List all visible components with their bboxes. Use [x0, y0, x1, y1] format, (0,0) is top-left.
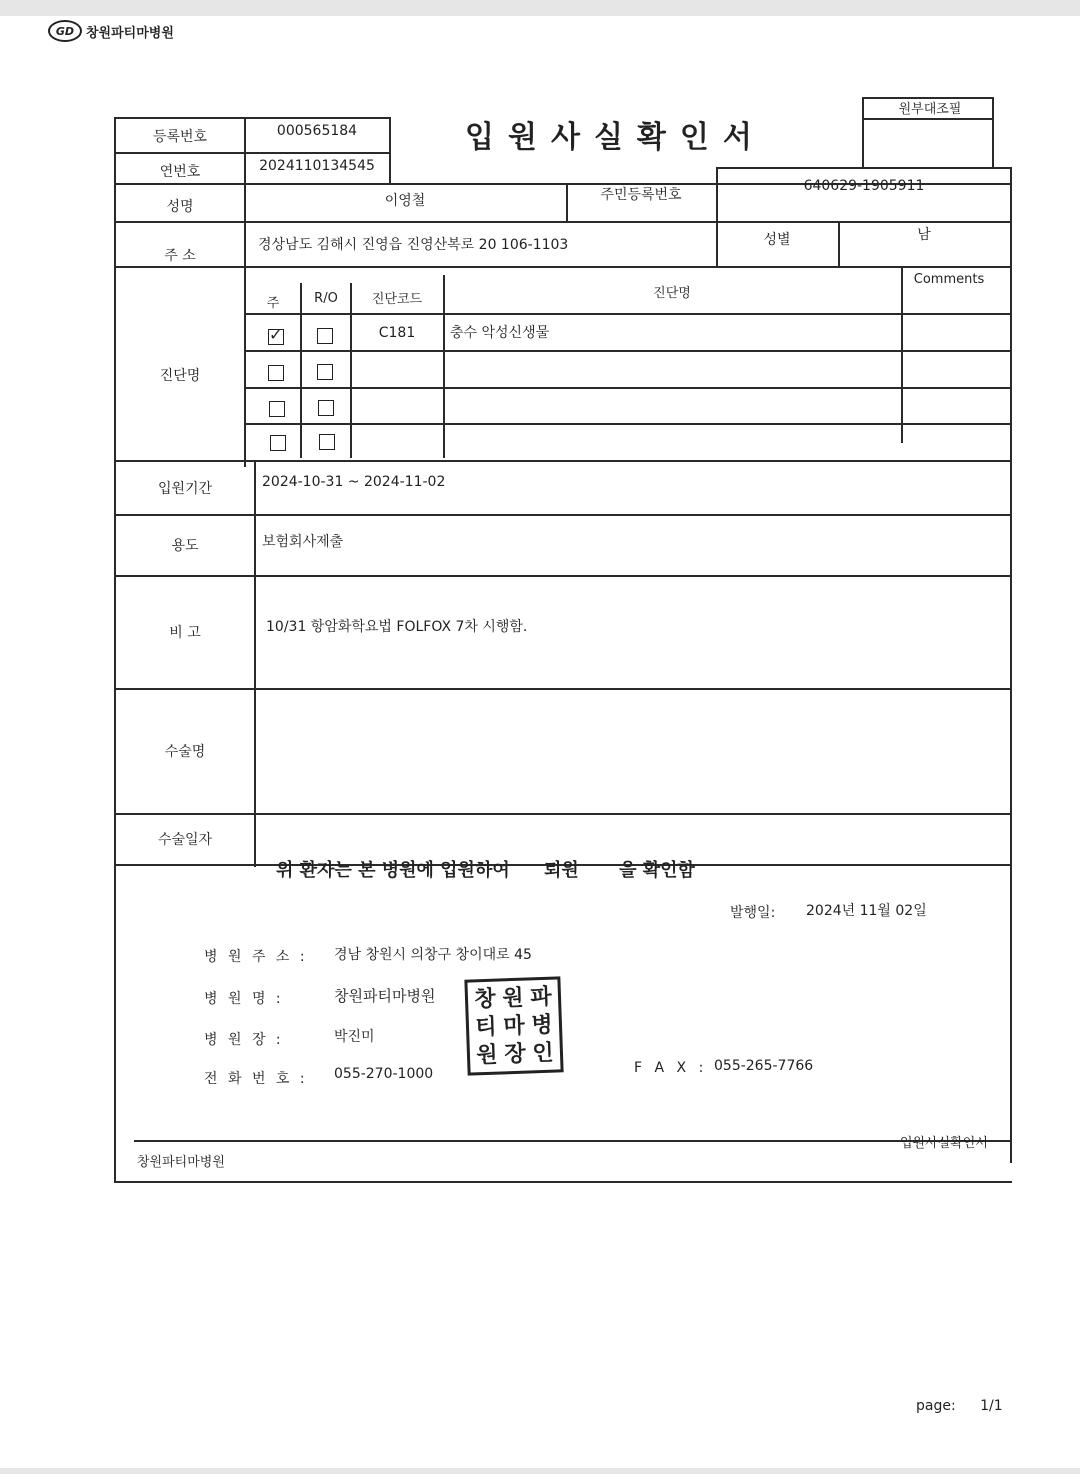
seal-char: 병 — [530, 1011, 554, 1039]
row-period-bottom — [114, 514, 1010, 516]
confirmation-part3: 을 확인함 — [619, 860, 695, 881]
dx-row1-name: 충수 악성신생물 — [450, 325, 550, 341]
phone-label: 전 화 번 호 : — [204, 1071, 308, 1087]
reg-no-label: 등록번호 — [152, 129, 208, 145]
dx-header-comments: Comments — [913, 272, 985, 287]
confirmation-sentence — [276, 856, 695, 882]
hospital-name-label: 병 원 명 : — [204, 991, 284, 1007]
dx-col-1 — [300, 283, 302, 458]
name-value: 이영철 — [384, 193, 426, 209]
row-line-1 — [114, 152, 390, 154]
purpose-label: 용도 — [171, 538, 199, 554]
top-bar — [0, 0, 1080, 16]
footer-left: 창원파티마병원 — [137, 1155, 225, 1170]
dx-col-4 — [901, 266, 903, 443]
surgery-date-label: 수술일자 — [157, 832, 213, 848]
dx-header-ro: R/O — [314, 291, 338, 306]
stamp-box-mid — [862, 118, 992, 120]
serial-value: 2024110134545 — [259, 158, 375, 174]
row-purpose-bottom — [114, 575, 1010, 577]
reg-no-value: 000565184 — [276, 123, 358, 139]
dx-bottom — [114, 460, 1010, 462]
logo-mark: GD — [48, 20, 82, 42]
lower-label-divider — [254, 460, 256, 867]
dx-row1-code: C181 — [378, 325, 416, 341]
hospital-address: 경남 창원시 의창구 창이대로 45 — [334, 947, 532, 963]
seal-char: 인 — [531, 1039, 555, 1067]
purpose-value: 보험회사제출 — [262, 534, 344, 550]
dx-col-3 — [443, 275, 445, 458]
address-value: 경상남도 김해시 진영읍 진영산복로 20 106-1103 — [258, 237, 569, 253]
dx-row4-main-checkbox[interactable] — [270, 435, 286, 451]
gender-value: 남 — [917, 227, 931, 243]
page-label: page: — [916, 1398, 956, 1414]
seal-char: 티 — [474, 1013, 498, 1041]
name-label: 성명 — [166, 199, 194, 215]
dx-row3-ro-checkbox[interactable] — [318, 400, 334, 416]
fax-value: 055-265-7766 — [714, 1058, 814, 1074]
logo-name: 창원파티마병원 — [86, 25, 174, 41]
dx-row4-ro-checkbox[interactable] — [319, 434, 335, 450]
dx-row1-ro-checkbox[interactable] — [317, 328, 333, 344]
confirmation-part1: 위 환자는 본 병원에 입원하여 — [276, 860, 510, 881]
remarks-value: 10/31 항암화학요법 FOLFOX 7차 시행함. — [266, 619, 528, 635]
phone-value: 055-270-1000 — [334, 1066, 434, 1082]
seal-char: 파 — [529, 983, 553, 1011]
page-indicator — [916, 1398, 1003, 1414]
seal-char: 창 — [473, 985, 497, 1013]
issue-date: 2024년 11월 02일 — [806, 903, 927, 919]
period-value: 2024-10-31 ~ 2024-11-02 — [262, 474, 446, 490]
stamp-box-left — [862, 97, 864, 167]
surgery-label: 수술명 — [164, 744, 206, 760]
hospital-name: 창원파티마병원 — [334, 987, 436, 1005]
frame-bottom — [114, 1181, 1012, 1183]
dx-header-code: 진단코드 — [371, 292, 423, 307]
address-label: 주 소 — [164, 248, 196, 264]
dx-row-3 — [244, 387, 1010, 389]
dx-row-1 — [244, 313, 1010, 315]
stamp-box-right — [992, 97, 994, 167]
dx-row1-main-checkbox[interactable] — [268, 329, 284, 345]
confirmation-part2: 퇴원 — [544, 860, 579, 881]
diagnosis-label: 진단명 — [159, 368, 201, 384]
hospital-address-label: 병 원 주 소 : — [204, 949, 308, 965]
rrn-value: 640629-1905911 — [803, 178, 925, 194]
frame-left — [114, 117, 116, 1183]
dx-row3-main-checkbox[interactable] — [269, 401, 285, 417]
seal-char: 원 — [501, 984, 525, 1012]
stamp-label: 원부대조필 — [898, 102, 962, 117]
dx-row2-ro-checkbox[interactable] — [317, 364, 333, 380]
dx-header-name: 진단명 — [653, 286, 691, 301]
footer-line — [134, 1140, 1012, 1142]
reg-col-right — [389, 117, 391, 183]
row-line-3 — [114, 221, 1010, 223]
seal-char: 원 — [475, 1041, 499, 1069]
hospital-logo — [48, 20, 174, 42]
row-remarks-bottom — [114, 688, 1010, 690]
dx-col-2 — [350, 283, 352, 458]
serial-label: 연번호 — [159, 164, 201, 180]
page-value: 1/1 — [980, 1398, 1003, 1414]
rrn-label: 주민등록번호 — [600, 187, 682, 203]
dx-row2-main-checkbox[interactable] — [268, 365, 284, 381]
seal-char: 마 — [502, 1012, 526, 1040]
row-line-4 — [114, 266, 1010, 268]
dx-row-2 — [244, 350, 1010, 352]
seal-char: 장 — [503, 1040, 527, 1068]
period-label: 입원기간 — [157, 481, 213, 497]
issue-label: 발행일: — [730, 905, 776, 921]
dx-row-4 — [244, 423, 1010, 425]
rrn-col-right — [716, 167, 718, 266]
rrn-top — [716, 167, 1010, 169]
document-title: 입원사실확인서 — [465, 120, 766, 155]
bottom-bar — [0, 1468, 1080, 1474]
gender-label: 성별 — [763, 232, 791, 248]
frame-top — [114, 117, 390, 119]
dx-header-main: 주 — [266, 296, 280, 311]
footer-right: 입원사실확인서 — [900, 1136, 988, 1151]
frame-right — [1010, 167, 1012, 1163]
director-name: 박진미 — [334, 1029, 375, 1045]
fax-label: F A X : — [634, 1060, 708, 1076]
row-surgery-bottom — [114, 813, 1010, 815]
hospital-seal — [464, 976, 563, 1075]
remarks-label: 비 고 — [169, 625, 201, 641]
director-label: 병 원 장 : — [204, 1032, 284, 1048]
